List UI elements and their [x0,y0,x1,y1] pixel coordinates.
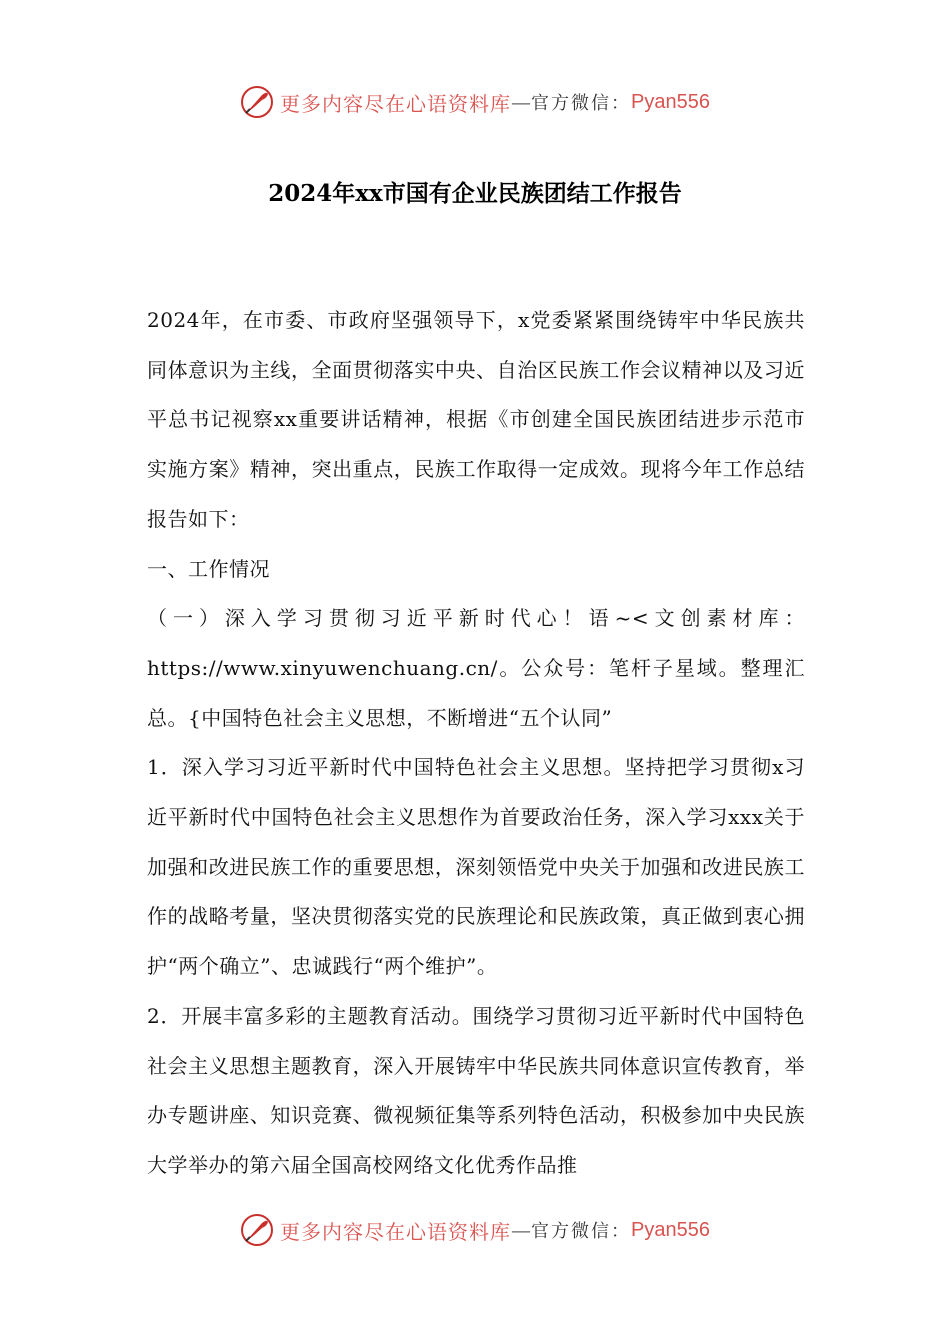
intro-paragraph: 2024年，在市委、市政府坚强领导下，x党委紧紧围绕铸牢中华民族共同体意识为主线，全面贯彻落实中央、自治区民族工作会议精神以及习近平总书记视察xx重要讲话精神，根据《市创建全国民族团结进步示范市实施方案》精神，突出重点，民族工作取得一定成效。现将今年工作总结报告如下： [147,308,805,531]
watermark-wechat-label: 官方微信： [531,93,632,114]
document-body [147,296,805,1191]
watermark-dash: — [511,1218,532,1242]
quill-logo-icon [240,1213,274,1247]
watermark-banner-bottom [0,1210,950,1250]
watermark-wechat-id: Pyan556 [631,1218,710,1241]
item-1-paragraph: 1．深入学习习近平新时代中国特色社会主义思想。坚持把学习贯彻x习近平新时代中国特色社会主义思想作为首要政治任务，深入学习xxx关于加强和改进民族工作的重要思想，深刻领悟党中央关于加强和改进民族工作的战略考量，坚决贯彻落实党的民族理论和民族政策，真正做到衷心拥护“两个确立”、忠诚践行“两个维护”。 [147,755,805,979]
watermark-dash: — [511,90,532,114]
subsection-heading: （一）深入学习贯彻习近平新时代心！语~<文创素材库：https://www.xinyuwenchuang.cn/。公众号：笔杆子星域。整理汇总。{中国特色社会主义思想，不断增进“五个认同” [147,606,805,730]
section-heading: 一、工作情况 [147,556,270,581]
item-2-paragraph: 2．开展丰富多彩的主题教育活动。围绕学习贯彻习近平新时代中国特色社会主义思想主题教育，深入开展铸牢中华民族共同体意识宣传教育，举办专题讲座、知识竞赛、微视频征集等系列特色活动，积极参加中央民族大学举办的第六届全国高校网络文化优秀作品推 [147,1003,805,1177]
watermark-wechat-id: Pyan556 [631,90,710,113]
watermark-wechat-label: 官方微信： [531,1221,632,1242]
document-title: 2024年xx市国有企业民族团结工作报告 [268,180,682,207]
watermark-main-text: 更多内容尽在心语资料库 [280,91,512,116]
watermark-main-text: 更多内容尽在心语资料库 [280,1219,512,1244]
watermark-banner-top [0,82,950,122]
quill-logo-icon [240,85,274,119]
